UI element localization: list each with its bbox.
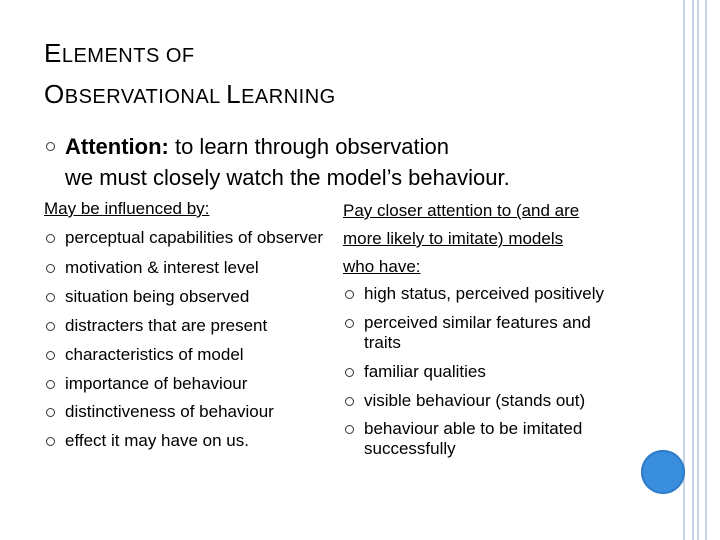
list-item-text: characteristics of model — [65, 345, 244, 364]
bullet-icon — [44, 406, 58, 420]
title-initial: E — [44, 38, 62, 68]
list-item — [44, 431, 324, 451]
list-item — [343, 391, 643, 411]
title-initial: O — [44, 79, 65, 109]
list-item-text: effect it may have on us. — [65, 431, 249, 450]
list-item — [44, 287, 324, 307]
intro-line: who have: — [343, 257, 421, 276]
left-column-heading: May be influenced by: — [44, 199, 210, 218]
list-item — [44, 258, 324, 278]
intro-line: Pay closer attention to (and are — [343, 201, 580, 220]
list-item — [44, 228, 324, 248]
list-item — [44, 402, 324, 422]
list-item — [44, 374, 324, 394]
bullet-icon — [44, 291, 58, 305]
main-point-text: to learn through observation — [168, 134, 449, 159]
list-item-text: distinctiveness of behaviour — [65, 402, 274, 421]
list-item — [343, 313, 629, 353]
list-item-text: situation being observed — [65, 287, 250, 306]
bullet-icon — [44, 349, 58, 363]
list-item-text: importance of behaviour — [65, 374, 248, 393]
bullet-icon — [343, 366, 357, 380]
title-text: EARNING — [241, 86, 336, 108]
right-column-intro — [343, 197, 673, 281]
title-text: BSERVATIONAL — [64, 86, 227, 108]
main-point — [44, 131, 604, 193]
bullet-icon — [44, 435, 58, 449]
slide-title — [44, 34, 336, 116]
list-item — [44, 345, 324, 365]
right-column-list — [343, 284, 643, 459]
list-item-text: distracters that are present — [65, 316, 268, 335]
bullet-icon — [44, 320, 58, 334]
list-item-text: behaviour able to be imitated successfully — [364, 419, 583, 458]
list-item-text: familiar qualities — [364, 362, 486, 381]
bullet-icon — [343, 288, 357, 302]
left-column-list — [44, 228, 324, 451]
main-point-label: Attention: — [65, 134, 169, 159]
list-item-text: visible behaviour (stands out) — [364, 391, 586, 410]
list-item — [343, 419, 629, 459]
title-text: LEMENTS OF — [61, 45, 195, 67]
bullet-icon — [44, 378, 58, 392]
border-line-2 — [692, 0, 694, 540]
border-line-3 — [697, 0, 699, 540]
list-item-text: perceived similar features and traits — [364, 313, 591, 352]
bullet-icon — [343, 317, 357, 331]
bullet-icon — [44, 262, 58, 276]
intro-line: more likely to imitate) models — [343, 229, 564, 248]
border-line-4 — [705, 0, 707, 540]
list-item — [44, 316, 324, 336]
list-item — [343, 284, 643, 304]
bullet-icon — [343, 395, 357, 409]
list-item-text: motivation & interest level — [65, 258, 259, 277]
bullet-icon — [44, 140, 58, 154]
list-item — [343, 362, 643, 382]
bullet-icon — [44, 232, 58, 246]
decorative-circle-icon — [641, 450, 685, 494]
list-item-text: perceptual capabilities of observer — [65, 228, 323, 247]
bullet-icon — [343, 423, 357, 437]
main-point-text-cont: we must closely watch the model’s behaviour. — [65, 165, 510, 190]
border-line-1 — [683, 0, 685, 540]
list-item-text: high status, perceived positively — [364, 284, 605, 303]
title-initial: L — [226, 79, 242, 109]
